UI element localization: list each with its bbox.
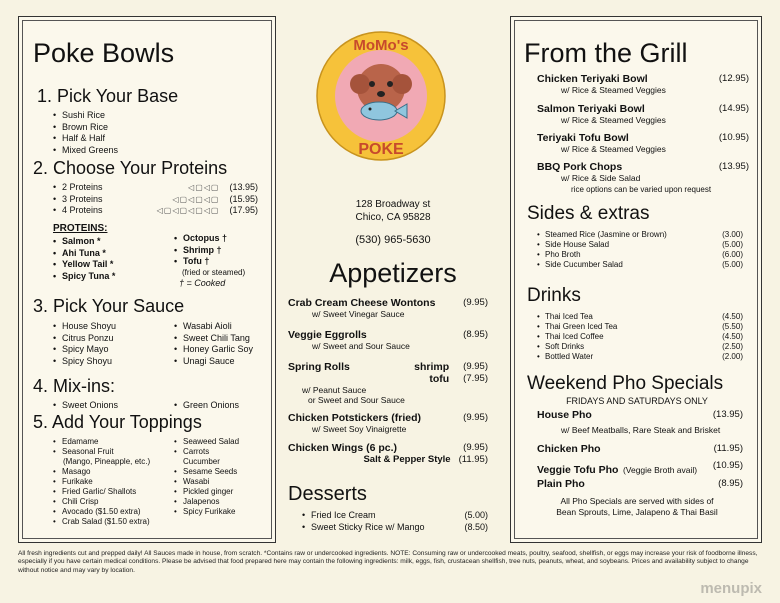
list-item: • Fried Ice Cream (5.00) xyxy=(302,510,488,520)
grill-panel xyxy=(510,16,762,543)
list-item: • Fried Garlic/ Shallots xyxy=(53,487,150,497)
middle-column xyxy=(282,16,504,543)
fish-icon: ◁▢◁▢ xyxy=(188,183,220,192)
list-item: • Octopus † xyxy=(174,233,227,245)
poke-bowls-title: Poke Bowls xyxy=(33,38,175,68)
desserts-list xyxy=(302,510,488,533)
list-item: • Chili Crisp xyxy=(53,497,150,507)
wings-item: Chicken Wings (6 pc.) (9.95) Salt & Pepper Style (11.95) xyxy=(288,442,488,465)
list-item: • Masago xyxy=(53,467,150,477)
list-item: (Mango, Pineapple, etc.) xyxy=(63,457,151,466)
pho-item-veggie: Veggie Tofu Pho (Veggie Broth avail) (10.95) xyxy=(537,460,743,476)
step3-title: 3. Pick Your Sauce xyxy=(33,296,185,316)
list-item: • Wasabi Aioli xyxy=(174,321,253,333)
list-item: • Bottled Water (2.00) xyxy=(537,352,743,361)
list-item: • Spicy Shoyu xyxy=(53,356,116,368)
step2-title: 2. Choose Your Proteins xyxy=(33,158,228,178)
protein-option-row: • 2 Proteins ◁▢◁▢ (13.95) xyxy=(53,182,258,192)
list-item: • Brown Rice xyxy=(53,122,118,134)
step5-title: 5. Add Your Toppings xyxy=(33,412,202,432)
list-item: • Sweet Onions xyxy=(53,400,118,412)
protein-option-row: • 4 Proteins ◁▢◁▢◁▢◁▢ (17.95) xyxy=(53,205,258,215)
list-item: • Half & Half xyxy=(53,133,118,145)
sauce-list-1 xyxy=(53,321,116,367)
toppings-list-1 xyxy=(53,437,150,527)
list-item: • Green Onions xyxy=(174,400,239,412)
phone-number: (530) 965-5630 xyxy=(355,234,431,246)
list-item: • Spicy Tuna * xyxy=(53,271,115,283)
mixins-list-2 xyxy=(174,400,239,412)
logo-top-text: MoMo's xyxy=(353,37,409,54)
list-item: • Steamed Rice (Jasmine or Brown) (3.00) xyxy=(537,230,743,239)
proteins-cooked-list xyxy=(174,233,227,268)
list-item: • Edamame xyxy=(53,437,150,447)
tofu-note: (fried or steamed) xyxy=(182,268,246,277)
grill-item: Salmon Teriyaki Bowl (14.95) w/ Rice & Steamed Veggies xyxy=(537,103,749,125)
list-item: • Sweet Sticky Rice w/ Mango (8.50) xyxy=(302,521,488,532)
pho-item-plain: Plain Pho (8.95) xyxy=(537,478,743,490)
toppings-list-2 xyxy=(174,437,239,517)
list-item: • Pho Broth (6.00) xyxy=(537,250,743,259)
sauce-list-2 xyxy=(174,321,253,367)
address xyxy=(282,198,504,224)
list-item: • Seasonal Fruit xyxy=(53,447,150,457)
list-item: • Wasabi xyxy=(174,477,239,487)
proteins-raw-list xyxy=(53,236,115,282)
list-item: • Honey Garlic Soy xyxy=(174,344,253,356)
list-item: • Side House Salad (5.00) xyxy=(537,240,743,249)
pho-item-house: House Pho (13.95) w/ Beef Meatballs, Rare Steak and Brisket xyxy=(537,409,743,435)
appetizers-title: Appetizers xyxy=(329,258,457,288)
logo-bottom-text: POKE xyxy=(358,141,404,158)
grill-item: Chicken Teriyaki Bowl (12.95) w/ Rice & Steamed Veggies xyxy=(537,73,749,95)
list-item: • Shrimp † xyxy=(174,245,227,257)
grill-item: BBQ Pork Chops (13.95) w/ Rice & Side Salad xyxy=(537,161,749,183)
list-item: • Thai Green Iced Tea (5.50) xyxy=(537,322,743,331)
list-item: • Thai Iced Coffee (4.50) xyxy=(537,332,743,341)
list-item: • Salmon * xyxy=(53,236,115,248)
list-item: • Avocado ($1.50 extra) xyxy=(53,507,150,517)
list-item: • Soft Drinks (2.50) xyxy=(537,342,743,351)
list-item: • Thai Iced Tea (4.50) xyxy=(537,312,743,321)
drinks-title: Drinks xyxy=(527,285,581,306)
appetizer-item: Crab Cream Cheese Wontons (9.95) w/ Sweet Vinegar Sauce xyxy=(288,297,488,319)
list-item: • Tofu † xyxy=(174,256,227,268)
list-item: • Crab Salad ($1.50 extra) xyxy=(53,517,150,527)
list-item: • Sesame Seeds xyxy=(174,467,239,477)
list-item: • Citrus Ponzu xyxy=(53,333,116,345)
list-item: • Side Cucumber Salad (5.00) xyxy=(537,260,743,269)
list-item: • House Shoyu xyxy=(53,321,116,333)
proteins-header: PROTEINS: xyxy=(53,223,108,234)
address-line-2: Chico, CA 95828 xyxy=(355,212,431,223)
potstickers-item: Chicken Potstickers (fried) (9.95) w/ Sweet Soy Vinaigrette xyxy=(288,412,488,434)
protein-option-row: • 3 Proteins ◁▢◁▢◁▢ (15.95) xyxy=(53,193,258,204)
footer-disclaimer: All fresh ingredients cut and prepped daily! All Sauces made in house, from scratch. *Contains raw or undercooked ingredients. NOTE: Consuming raw or undercooked meats, poultry, seafood, shellfish, or eggs may increase your risk of foodborne illness, especially if you have certain medical conditions. Please be advised that food prepared here may contain the following ingredients: milk, eggs, fish, crustacean shellfish, tree nuts, peanuts, wheat, and soybeans. Prices and availability subject to change without notice and may vary by location. xyxy=(18,550,758,574)
grill-item: Teriyaki Tofu Bowl (10.95) w/ Rice & Steamed Veggies xyxy=(537,132,749,154)
mixins-list-1 xyxy=(53,400,118,412)
list-item: • Pickled ginger xyxy=(174,487,239,497)
appetizer-item: Veggie Eggrolls (8.95) w/ Sweet and Sour Sauce xyxy=(288,329,488,351)
list-item: Cucumber xyxy=(183,457,220,466)
sides-title: Sides & extras xyxy=(527,203,650,224)
step4-title: 4. Mix-ins: xyxy=(33,376,116,396)
list-item: • Sushi Rice xyxy=(53,110,118,122)
list-item: • Yellow Tail * xyxy=(53,259,115,271)
fish-icon: ◁▢◁▢◁▢ xyxy=(172,194,220,204)
desserts-title: Desserts xyxy=(288,483,367,505)
list-item: • Seaweed Salad xyxy=(174,437,239,447)
list-item: • Furikake xyxy=(53,477,150,487)
list-item: • Spicy Furikake xyxy=(174,507,239,517)
list-item: • Ahi Tuna * xyxy=(53,248,115,260)
pho-subtitle: FRIDAYS AND SATURDAYS ONLY xyxy=(566,396,708,406)
list-item: • Sweet Chili Tang xyxy=(174,333,253,345)
momos-poke-logo xyxy=(315,26,447,166)
address-line-1: 128 Broadway st xyxy=(355,199,431,210)
list-item: • Spicy Mayo xyxy=(53,344,116,356)
spring-rolls-item: Spring Rolls shrimp (9.95) tofu (7.95) w/ Peanut Sauce or Sweet and Sour Sauce xyxy=(288,361,488,405)
base-list xyxy=(53,110,118,156)
drinks-list xyxy=(537,312,743,362)
pho-item-chicken: Chicken Pho (11.95) xyxy=(537,443,743,455)
grill-note: rice options can be varied upon request xyxy=(571,185,712,194)
cooked-note: † = Cooked xyxy=(179,278,226,288)
pho-title: Weekend Pho Specials xyxy=(527,373,724,394)
list-item: • Carrots xyxy=(174,447,239,457)
pho-note: All Pho Specials are served with sides of Bean Sprouts, Lime, Jalapeno & Thai Basil xyxy=(556,496,718,517)
step1-title: 1. Pick Your Base xyxy=(37,86,179,106)
list-item: • Jalapenos xyxy=(174,497,239,507)
fish-icon: ◁▢◁▢◁▢◁▢ xyxy=(156,206,220,215)
poke-bowls-panel xyxy=(18,16,276,543)
list-item: • Mixed Greens xyxy=(53,145,118,157)
sides-list xyxy=(537,230,743,270)
grill-title: From the Grill xyxy=(524,38,688,68)
watermark: menupix xyxy=(700,580,762,597)
protein-options xyxy=(53,182,258,217)
list-item: • Unagi Sauce xyxy=(174,356,253,368)
